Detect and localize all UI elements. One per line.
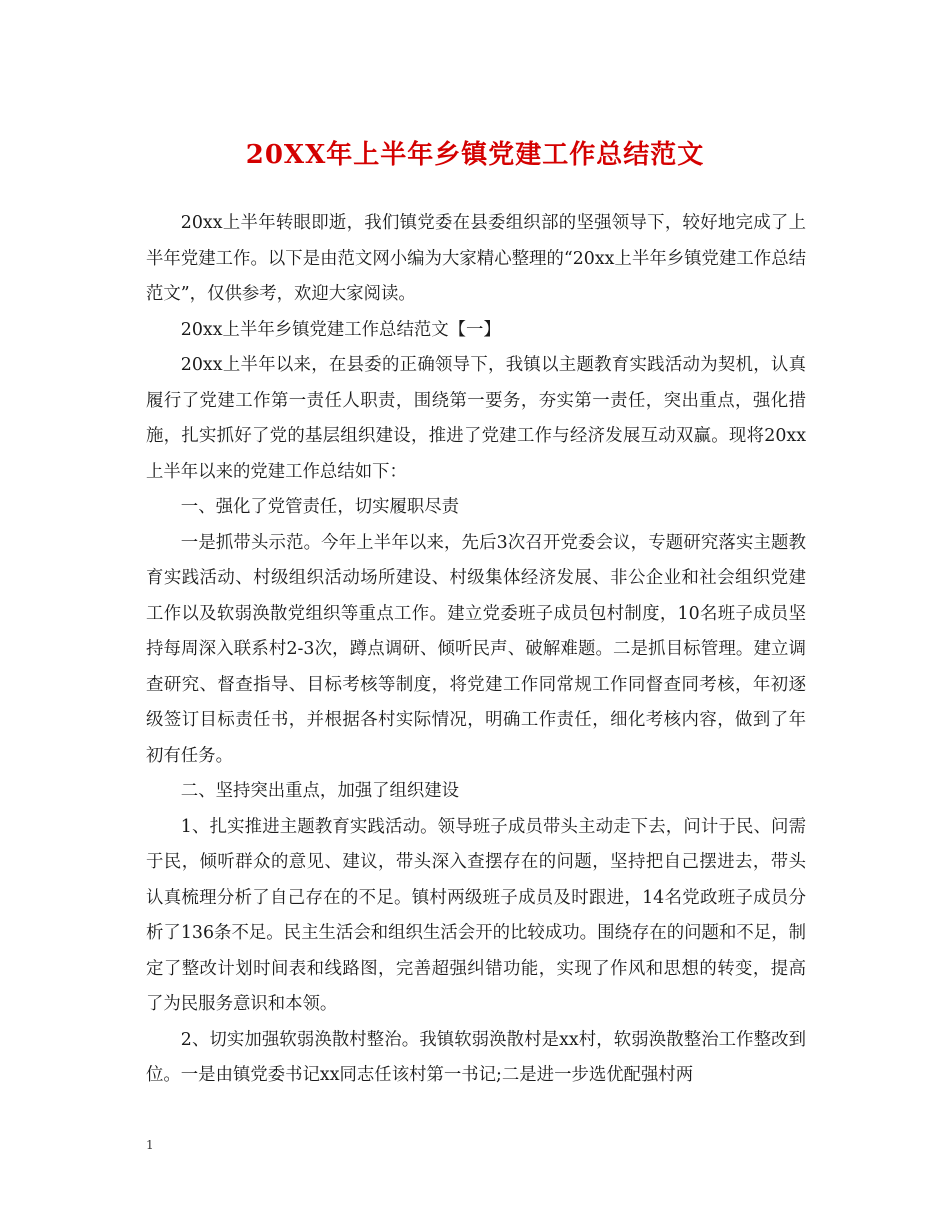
paragraph: 20xx上半年以来，在县委的正确领导下，我镇以主题教育实践活动为契机，认真履行了党建工作第一责任人职责，围绕第一要务，夯实第一责任，突出重点，强化措施，扎实抓好了党的基层组织建设，推进了党建工作与经济发展互动双赢。现将20xx上半年以来的党建工作总结如下： <box>146 355 806 482</box>
page-number: 1 <box>146 1138 154 1152</box>
document-title: 20XX年上半年乡镇党建工作总结范文 <box>245 140 705 170</box>
paragraph: 20xx上半年转眼即逝，我们镇党委在县委组织部的坚强领导下，较好地完成了上半年党建工作。以下是由范文网小编为大家精心整理的“20xx上半年乡镇党建工作总结范文”，仅供参考，欢迎大家阅读。 <box>146 213 806 304</box>
section-heading: 20xx上半年乡镇党建工作总结范文【一】 <box>180 319 501 340</box>
paragraph: 2、切实加强软弱涣散村整治。我镇软弱涣散村是xx村，软弱涣散整治工作整改到位。一是由镇党委书记xx同志任该村第一书记;二是进一步选优配强村两 <box>146 1029 806 1085</box>
paragraph: 1、扎实推进主题教育实践活动。领导班子成员带头主动走下去，问计于民、问需于民，倾听群众的意见、建议，带头深入查摆存在的问题，坚持把自己摆进去，带头认真梳理分析了自己存在的不足。镇村两级班子成员及时跟进，14名党政班子成员分析了136条不足。民主生活会和组织生活会开的比较成功。围绕存在的问题和不足，制定了整改计划时间表和线路图，完善超强纠错功能，实现了作风和思想的转变，提高了为民服务意识和本领。 <box>146 816 806 1014</box>
section-heading: 一、强化了党管责任，切实履职尽责 <box>180 497 460 517</box>
section-heading: 二、坚持突出重点，加强了组织建设 <box>180 781 460 801</box>
document-body <box>146 206 806 1094</box>
paragraph: 一是抓带头示范。今年上半年以来，先后3次召开党委会议，专题研究落实主题教育实践活动、村级组织活动场所建设、村级集体经济发展、非公企业和社会组织党建工作以及软弱涣散党组织等重点工作。建立党委班子成员包村制度，10名班子成员坚持每周深入联系村2-3次，蹲点调研、倾听民声、破解难题。二是抓目标管理。建立调查研究、督查指导、目标考核等制度，将党建工作同常规工作同督查同考核，年初逐级签订目标责任书，并根据各村实际情况，明确工作责任，细化考核内容，做到了年初有任务。 <box>146 532 806 766</box>
